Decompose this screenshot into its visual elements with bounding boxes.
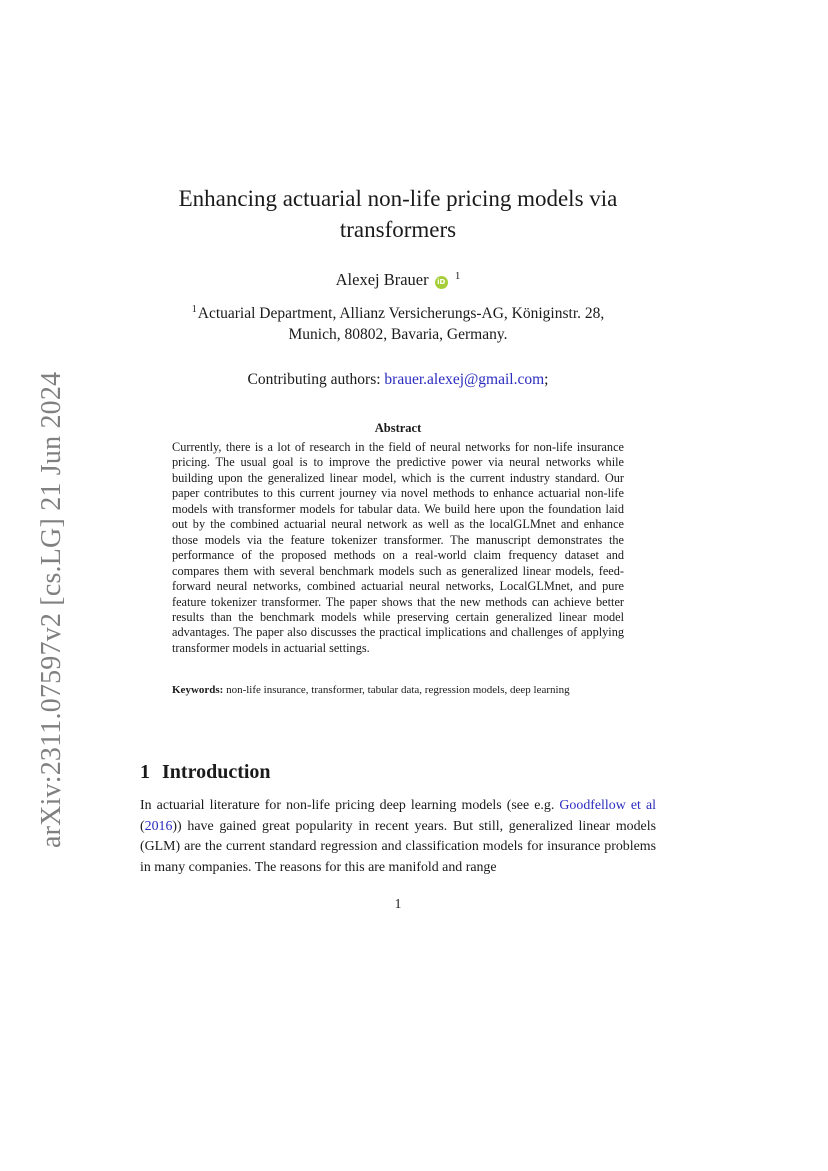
intro-text-before: In actuarial literature for non-life pricing deep learning models (see e.g. xyxy=(140,798,560,813)
title-line-2: transformers xyxy=(339,217,457,242)
arxiv-identifier[interactable]: arXiv:2311.07597v2 [cs.LG] 21 Jun 2024 xyxy=(36,371,67,848)
section-title: Introduction xyxy=(162,761,271,783)
orcid-icon[interactable]: iD xyxy=(435,276,448,289)
affiliation-line-2: Munich, 80802, Bavaria, Germany. xyxy=(288,326,508,343)
email-link[interactable]: brauer.alexej@gmail.com xyxy=(384,371,545,388)
section-number: 1 xyxy=(140,761,150,783)
affiliation-line-1: Actuarial Department, Allianz Versicherungs-AG, Königinstr. 28, xyxy=(197,305,605,322)
keywords-label: Keywords: xyxy=(172,684,224,696)
author-name: Alexej Brauer xyxy=(335,270,429,289)
affiliation-mark: 1 xyxy=(191,304,197,315)
keywords xyxy=(172,683,624,697)
abstract-text: Currently, there is a lot of research in the field of neural networks for non-life insurance pricing. The usual goal is to improve the predictive power via neural networks while building upon the generalized linear model, which is the current industry standard. Our paper contributes to this current journey via novel methods to enhance actuarial non-life models with transformer models for tabular data. We build here upon the foundation laid out by the combined actuarial neural network as well as the localGLMnet and enhance those models via the feature tokenizer transformer. The manuscript demonstrates the performance of the proposed methods on a real-world claim frequency dataset and compares them with several benchmark models such as generalized linear models, feed-forward neural networks, combined actuarial neural networks, LocalGLMnet, and pure feature tokenizer transformer. The paper shows that the new methods can achieve better results than the benchmark models while preserving certain generalized linear model advantages. The paper also discusses the practical implications and challenges of applying transformer models in actuarial settings. xyxy=(172,440,624,655)
section-heading xyxy=(140,761,271,784)
citation-year-link[interactable]: 2016 xyxy=(144,818,173,834)
contributing-authors xyxy=(140,371,656,389)
page-number: 1 xyxy=(394,896,402,911)
contributing-suffix: ; xyxy=(544,371,549,388)
author-affiliation-mark: 1 xyxy=(454,270,461,282)
author-line xyxy=(140,270,656,290)
contributing-label: Contributing authors: xyxy=(247,371,385,388)
citation-open-paren: ( xyxy=(140,818,145,834)
keywords-text: non-life insurance, transformer, tabular data, regression models, deep learning xyxy=(223,684,570,696)
paper-title xyxy=(140,183,656,245)
abstract-heading: Abstract xyxy=(374,421,422,435)
affiliation xyxy=(160,299,636,345)
intro-paragraph xyxy=(140,796,656,878)
title-line-1: Enhancing actuarial non-life pricing models via xyxy=(178,186,618,211)
intro-text-after: )) have gained great popularity in recent years. But still, generalized linear models (GLM) are the current standard regression and classification models for insurance problems in many companies. The reasons for this are manifold and range xyxy=(140,818,656,875)
citation-author-link[interactable]: Goodfellow et al xyxy=(559,798,656,813)
